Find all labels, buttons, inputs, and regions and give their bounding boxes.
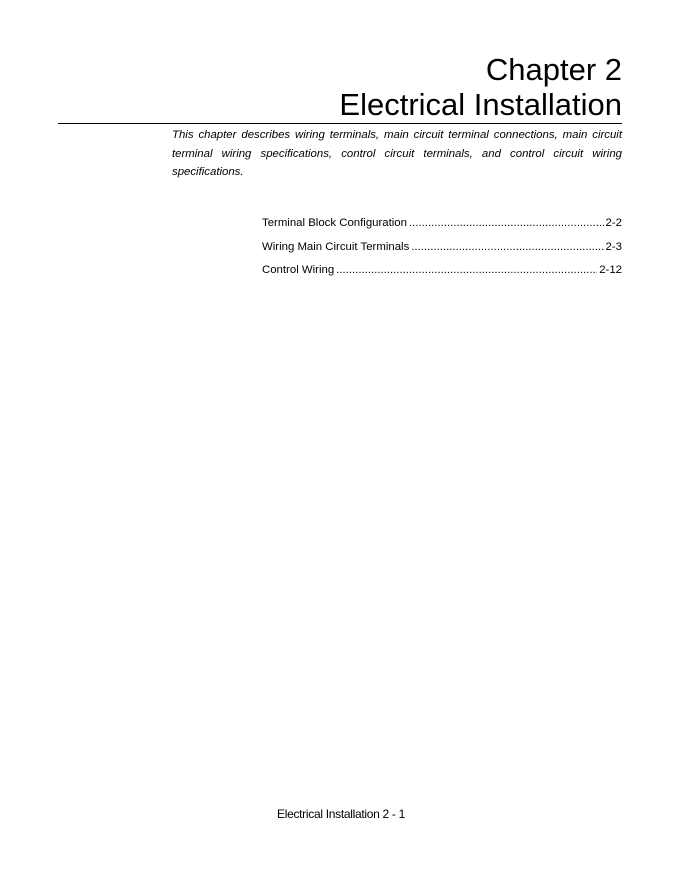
toc-entry-page: 2-3: [605, 240, 622, 253]
chapter-heading: [339, 52, 622, 122]
chapter-title: Electrical Installation: [339, 87, 622, 122]
toc-entry-main-circuit[interactable]: [262, 238, 622, 262]
toc-dot-leader: [409, 214, 604, 232]
toc-entry-title: Terminal Block Configuration: [262, 217, 407, 229]
chapter-intro: This chapter describes wiring terminals, main circuit terminal connections, main circuit terminal wiring specifications, control circuit terminals, and control circuit wiring specifications.: [172, 129, 622, 178]
heading-rule: [58, 123, 622, 124]
toc-dot-leader: [336, 261, 597, 279]
toc-entry-control-wiring[interactable]: [262, 261, 622, 285]
toc-entry-terminal-block[interactable]: [262, 214, 622, 238]
toc-dot-leader: [411, 238, 603, 256]
page-footer: Electrical Installation 2 - 1: [277, 807, 406, 821]
toc-entry-page: 2-12: [599, 264, 622, 276]
toc-entry-title: Wiring Main Circuit Terminals: [262, 240, 410, 253]
chapter-number: Chapter 2: [485, 52, 622, 87]
toc-entry-page: 2-2: [605, 217, 622, 229]
toc-entry-title: Control Wiring: [262, 264, 335, 276]
table-of-contents: [262, 214, 622, 285]
